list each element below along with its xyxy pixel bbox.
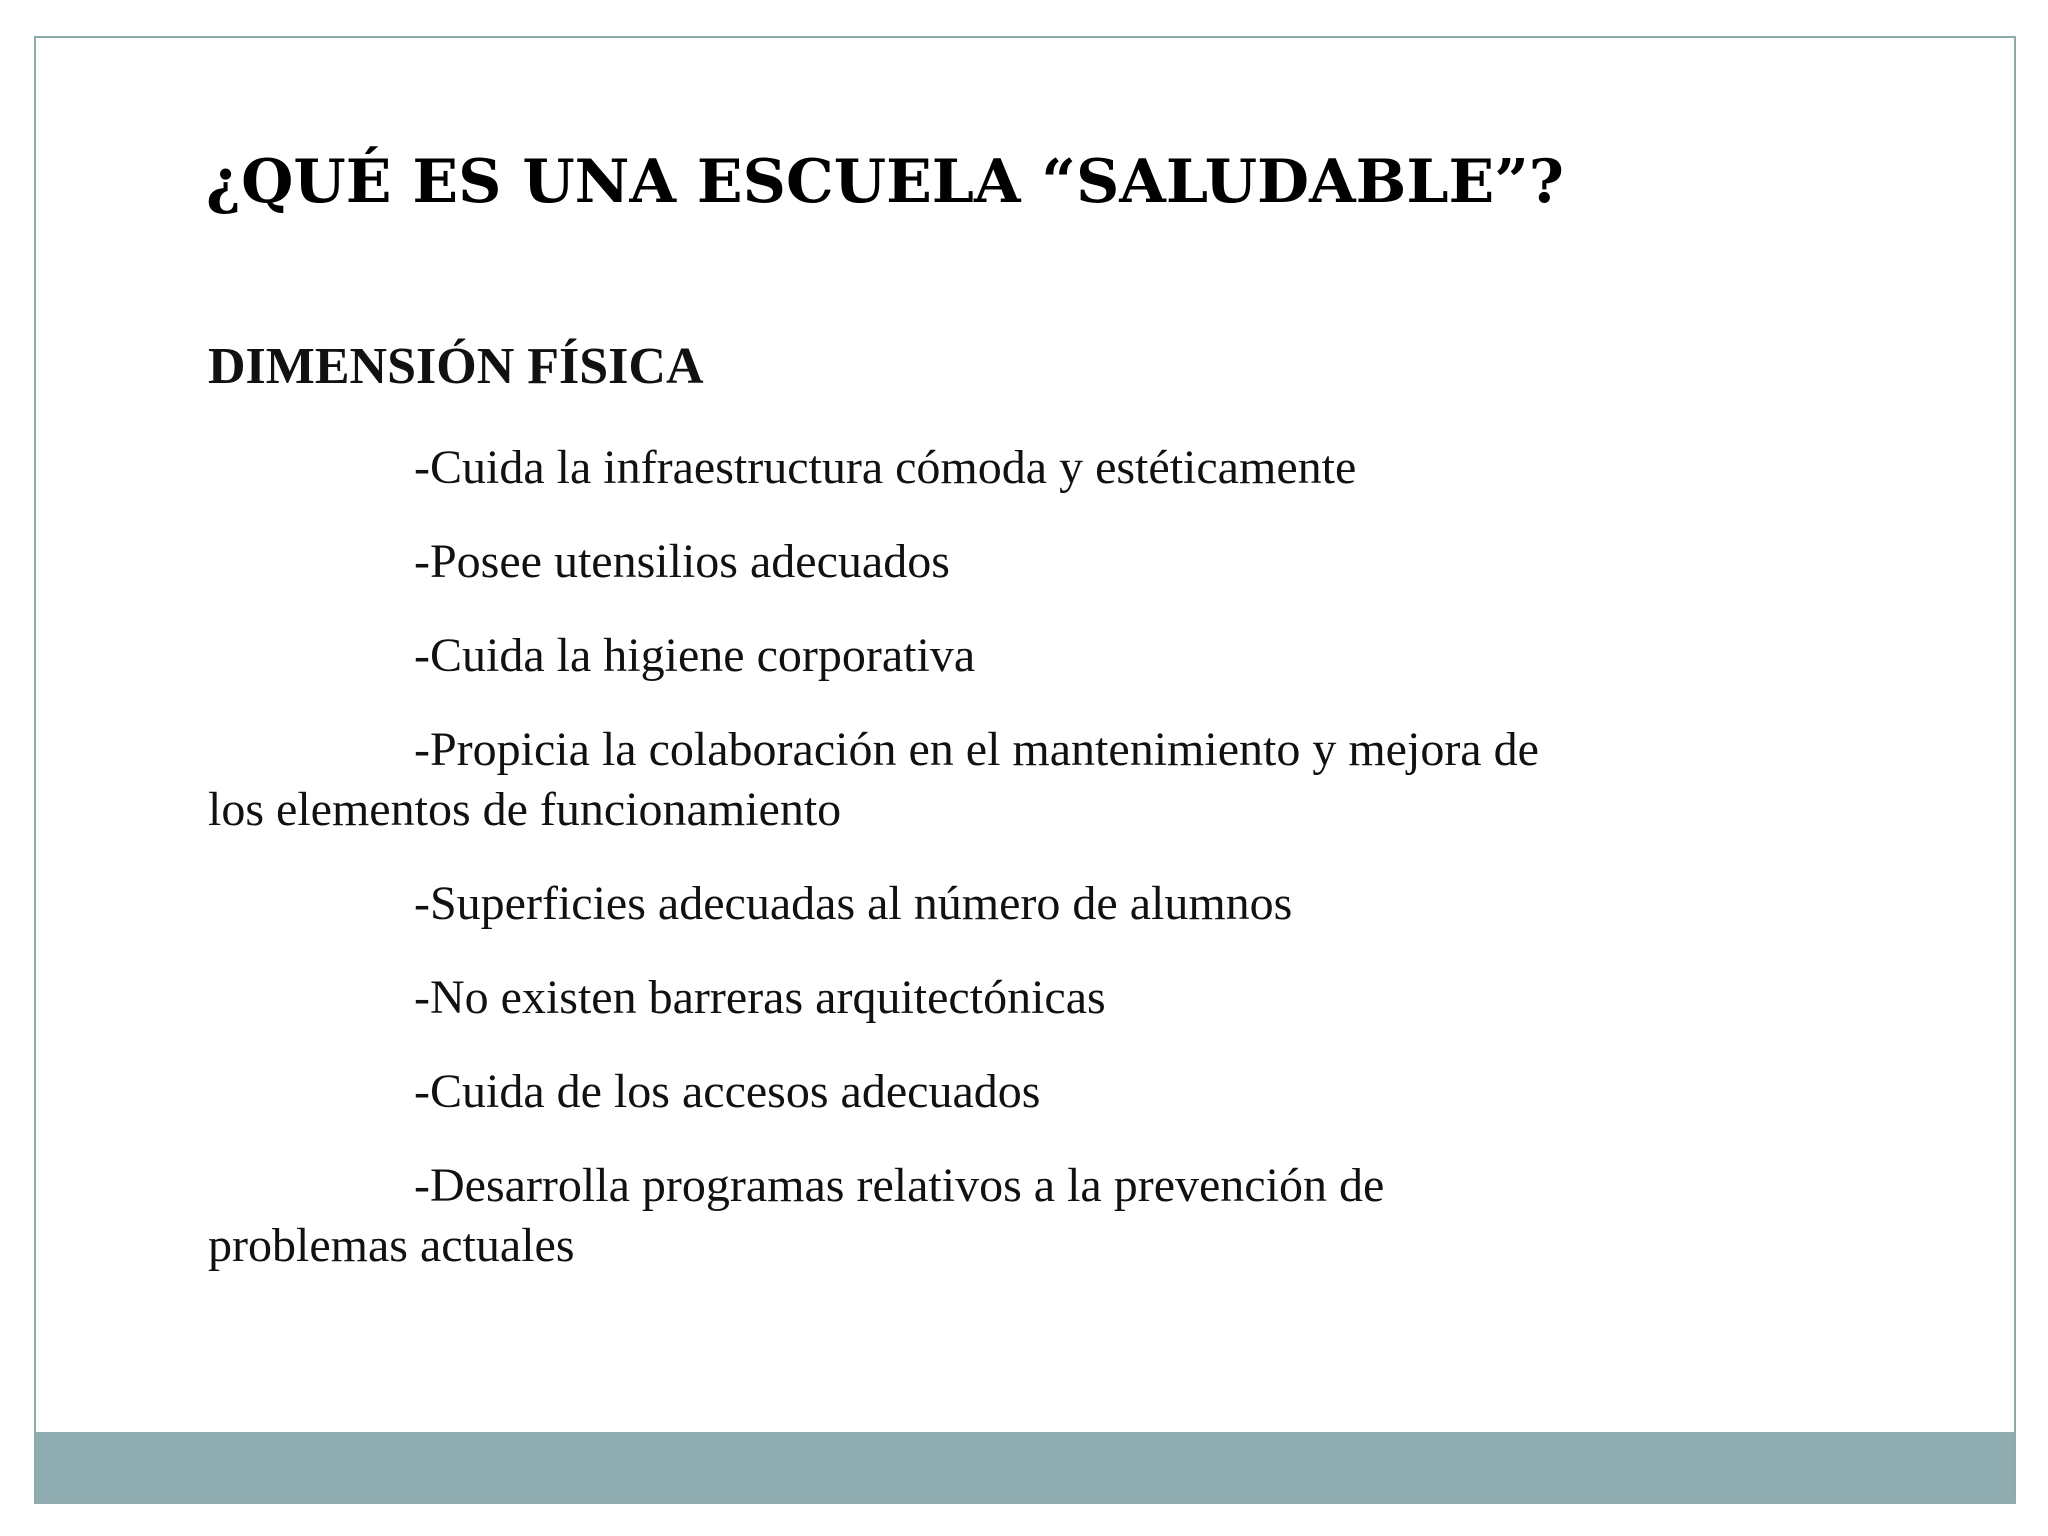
list-item: -Cuida la infraestructura cómoda y estéticamente [414, 441, 1357, 494]
bullet-list [208, 438, 1588, 1310]
list-item: -Propicia la colaboración en el mantenimiento y mejora de los elementos de funcionamiento [208, 723, 1539, 836]
slide [34, 36, 2016, 1504]
footer-bar [36, 1432, 2014, 1502]
list-item: -No existen barreras arquitectónicas [414, 971, 1106, 1024]
list-item: -Cuida la higiene corporativa [414, 629, 976, 682]
section-heading: DIMENSIÓN FÍSICA [208, 338, 704, 395]
list-item: -Superficies adecuadas al número de alumnos [414, 877, 1293, 930]
slide-title: ¿QUÉ ES UNA ESCUELA “SALUDABLE”? [206, 147, 1564, 217]
list-item: -Desarrolla programas relativos a la prevención de problemas actuales [208, 1159, 1385, 1272]
list-item: -Cuida de los accesos adecuados [414, 1065, 1041, 1118]
list-item: -Posee utensilios adecuados [414, 535, 950, 588]
